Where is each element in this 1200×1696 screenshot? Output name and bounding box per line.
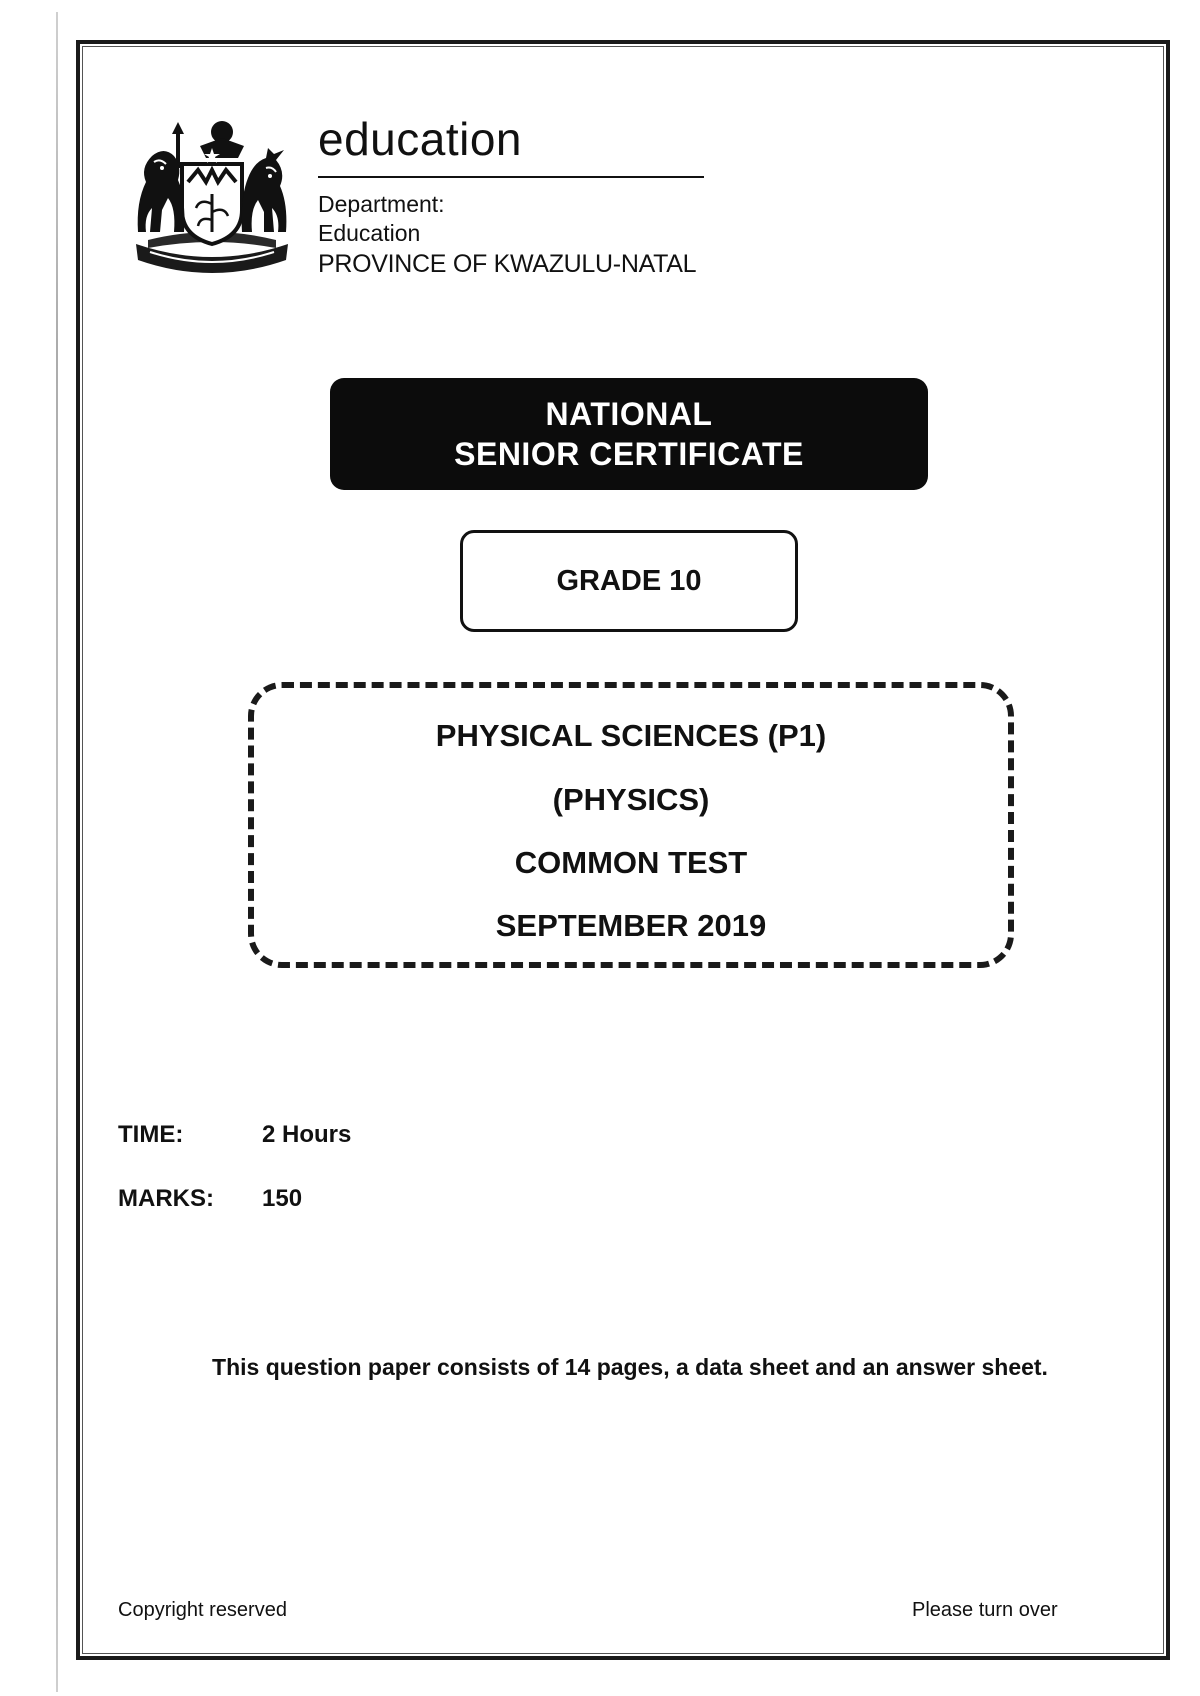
department-label: Department: [318,191,445,217]
certificate-line-2: SENIOR CERTIFICATE [454,436,804,472]
marks-label: MARKS: [118,1185,214,1212]
coat-of-arms-icon [130,112,294,288]
brand-word: education [318,113,522,165]
grade-box: GRADE 10 [460,530,798,632]
time-value: 2 Hours [262,1121,352,1148]
department-name: Education [318,220,421,246]
copyright-note: Copyright reserved [118,1599,287,1621]
test-type: COMMON TEST [514,845,748,880]
test-date: SEPTEMBER 2019 [495,908,767,943]
certificate-line-1: NATIONAL [545,396,713,432]
time-label: TIME: [118,1121,184,1148]
pages-note: This question paper consists of 14 pages, a data sheet and an answer sheet. [212,1354,1048,1380]
subject-title: PHYSICAL SCIENCES (P1) [435,718,827,753]
scan-edge-line [56,12,58,1692]
province-name: PROVINCE OF KWAZULU-NATAL [318,250,697,278]
subject-box [248,682,1014,968]
certificate-banner [330,378,928,490]
marks-value: 150 [262,1185,303,1212]
subject-subtitle: (PHYSICS) [552,782,710,817]
header-rule [318,176,704,178]
turn-over-note: Please turn over [912,1599,1058,1621]
